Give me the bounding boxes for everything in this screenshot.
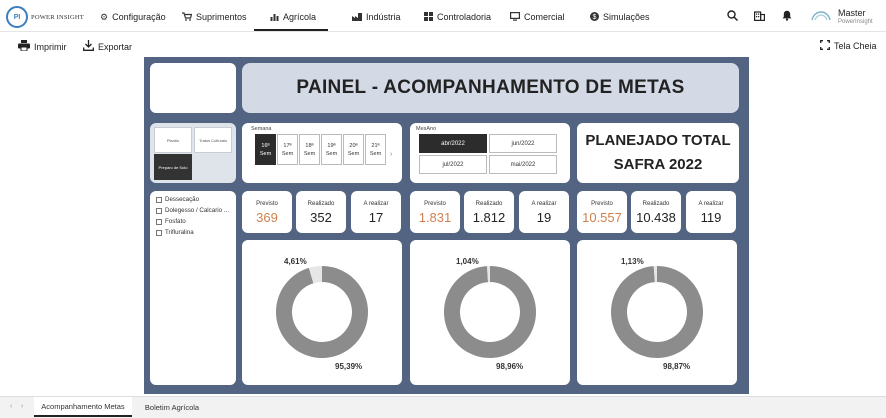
print-button[interactable] — [18, 40, 67, 53]
monitor-icon — [510, 12, 520, 23]
bell-icon[interactable] — [782, 10, 792, 24]
search-icon[interactable] — [727, 10, 738, 24]
week-cell-18[interactable] — [299, 134, 320, 165]
tile-tratos-culturais[interactable]: Tratos Culturais — [194, 127, 232, 153]
operation-checklist — [150, 191, 236, 385]
kpi-label: Previsto — [591, 201, 613, 207]
kpi-value: 1.812 — [472, 210, 506, 225]
kpi-value: 10.438 — [636, 210, 676, 225]
kpi-previsto-3 — [577, 191, 627, 233]
user-name[interactable]: Master — [838, 8, 866, 18]
export-label: Exportar — [98, 41, 133, 52]
kpi-label: Realizado — [642, 201, 670, 207]
week-cell-17[interactable] — [277, 134, 298, 165]
blank-logo-card — [150, 63, 236, 113]
dollar-icon — [590, 12, 599, 23]
kpi-label: Realizado — [307, 201, 335, 207]
kpi-previsto-1 — [242, 191, 292, 233]
month-cell-jun-2022[interactable]: jun/2022 — [489, 134, 557, 153]
chevron-right-icon[interactable]: › — [21, 403, 24, 410]
week-number: 20ª — [349, 142, 358, 149]
kpi-value: 1.831 — [418, 210, 452, 225]
nav-item-label: Suprimentos — [196, 12, 247, 22]
donut-chart-1 — [242, 240, 402, 385]
donut-card-2 — [410, 240, 570, 385]
tile-plantio[interactable]: Plantio — [154, 127, 192, 153]
nav-item-agricola[interactable] — [270, 9, 316, 25]
donut-card-1 — [242, 240, 402, 385]
checkbox-label: Trifluralina — [165, 229, 194, 236]
export-button[interactable] — [83, 40, 132, 53]
week-text: Sem — [325, 150, 338, 157]
nav-item-label: Simulações — [603, 12, 650, 22]
nav-item-simulacoes[interactable] — [590, 9, 650, 25]
nav-item-label: Controladoria — [437, 12, 492, 22]
download-icon — [83, 40, 94, 53]
nav-item-configuracao[interactable] — [100, 9, 166, 25]
nav-item-comercial[interactable] — [510, 9, 565, 25]
kpi-realizado-1 — [296, 191, 346, 233]
nav-item-label: Comercial — [524, 12, 565, 22]
kpi-value: 10.557 — [582, 210, 622, 225]
planned-total-line2: SAFRA 2022 — [613, 156, 703, 173]
donut-card-3 — [577, 240, 737, 385]
week-number: 16ª — [261, 142, 270, 149]
printer-icon — [18, 40, 30, 53]
active-nav-indicator — [254, 29, 328, 31]
logo-mark-icon: PI — [6, 6, 28, 28]
month-slicer-label: MesAno — [416, 126, 437, 132]
fullscreen-label: Tela Cheia — [834, 41, 877, 51]
kpi-label: A realizar — [363, 201, 389, 207]
week-number: 19ª — [327, 142, 336, 149]
kpi-a-realizar-3 — [686, 191, 736, 233]
week-cell-21[interactable] — [365, 134, 386, 165]
kpi-label: A realizar — [698, 201, 724, 207]
week-text: Sem — [347, 150, 360, 157]
page-tabs-bar — [0, 396, 886, 418]
kpi-realizado-2 — [464, 191, 514, 233]
app-logo[interactable] — [6, 6, 90, 28]
week-cell-16[interactable] — [255, 134, 276, 165]
kpi-label: Realizado — [475, 201, 503, 207]
kpi-a-realizar-1 — [351, 191, 401, 233]
chevron-right-icon[interactable]: › — [390, 151, 393, 158]
kpi-realizado-3 — [631, 191, 681, 233]
week-cell-20[interactable] — [343, 134, 364, 165]
donut-done-label: 98,87% — [663, 362, 691, 371]
kpi-label: Previsto — [256, 201, 278, 207]
month-cell-abr-2022[interactable]: abr/2022 — [419, 134, 487, 153]
week-text: Sem — [281, 150, 294, 157]
kpi-value: 19 — [536, 210, 552, 225]
planned-total-card — [577, 123, 739, 183]
svg-text:$: $ — [592, 13, 597, 21]
donut-done-arc[interactable] — [444, 266, 536, 358]
kpi-previsto-2 — [410, 191, 460, 233]
donut-remaining-label: 1,13% — [621, 257, 644, 266]
report-toolbar — [0, 33, 886, 57]
week-slicer-label: Semana — [251, 126, 272, 132]
grid-icon — [424, 12, 433, 23]
week-text: Sem — [259, 150, 272, 157]
checkbox-box — [156, 230, 162, 236]
week-text: Sem — [303, 150, 316, 157]
checkbox-trifluralina[interactable] — [156, 229, 194, 236]
chevron-left-icon[interactable]: ‹ — [10, 403, 13, 410]
fullscreen-button[interactable] — [820, 40, 877, 52]
top-navigation — [0, 0, 886, 32]
kpi-a-realizar-2 — [519, 191, 569, 233]
month-cell-jul-2022[interactable]: jul/2022 — [419, 155, 487, 174]
page-title: PAINEL - ACOMPANHAMENTO DE METAS — [242, 63, 739, 113]
donut-chart-3 — [577, 240, 737, 385]
kpi-label: A realizar — [531, 201, 557, 207]
kpi-label: Previsto — [424, 201, 446, 207]
nav-item-controladoria[interactable] — [424, 9, 491, 25]
kpi-value: 119 — [700, 210, 722, 225]
print-label: Imprimir — [34, 41, 67, 52]
donut-done-arc[interactable] — [276, 266, 368, 358]
operation-tile-slicer — [150, 123, 236, 183]
report-canvas — [144, 57, 749, 394]
donut-chart-2 — [410, 240, 570, 385]
nav-item-label: Indústria — [366, 12, 401, 22]
avatar[interactable] — [810, 8, 832, 22]
donut-remaining-label: 1,04% — [456, 257, 479, 266]
nav-item-label: Configuração — [112, 12, 166, 22]
donut-done-arc[interactable] — [611, 266, 703, 358]
bar-chart-icon — [270, 12, 279, 23]
kpi-value: 369 — [256, 210, 278, 225]
donut-done-label: 95,39% — [335, 362, 363, 371]
week-slicer — [242, 123, 402, 183]
nav-item-suprimentos[interactable] — [182, 9, 247, 25]
checkbox-box — [156, 219, 162, 225]
nav-item-industria[interactable] — [352, 9, 401, 25]
gear-icon: ⚙ — [100, 11, 109, 22]
week-number: 21ª — [371, 142, 380, 149]
tile-preparo-de-solo[interactable]: Preparo de Solo — [154, 154, 192, 180]
cart-icon — [182, 12, 192, 23]
checkbox-label: Dessecação — [165, 196, 200, 203]
checkbox-label: Dolegesso / Calcario ... — [165, 207, 229, 214]
tab-acompanhamento-metas[interactable]: Acompanhamento Metas — [34, 397, 132, 417]
checkbox-fosfato[interactable] — [156, 218, 186, 225]
week-number: 18ª — [305, 142, 314, 149]
checkbox-box — [156, 208, 162, 214]
fullscreen-icon — [820, 40, 830, 52]
kpi-value: 352 — [310, 210, 332, 225]
checkbox-dessecacao[interactable] — [156, 196, 199, 203]
checkbox-label: Fosfato — [165, 218, 186, 225]
month-cell-mai-2022[interactable]: mai/2022 — [489, 155, 557, 174]
logo-text: POWER INSIGHT — [31, 13, 84, 21]
user-company: PowerInsight — [838, 19, 873, 25]
planned-total-line1: PLANEJADO TOTAL — [585, 132, 731, 149]
factory-icon — [352, 12, 362, 23]
donut-done-label: 98,96% — [496, 362, 524, 371]
building-icon[interactable] — [754, 10, 765, 24]
week-number: 17ª — [283, 142, 292, 149]
checkbox-dolegesso[interactable] — [156, 207, 229, 214]
week-text: Sem — [369, 150, 382, 157]
month-year-slicer — [410, 123, 570, 183]
kpi-value: 17 — [368, 210, 384, 225]
nav-item-label: Agrícola — [283, 12, 317, 22]
week-cell-19[interactable] — [321, 134, 342, 165]
tab-boletim-agricola[interactable]: Boletim Agrícola — [144, 402, 200, 412]
checkbox-box — [156, 197, 162, 203]
donut-remaining-label: 4,61% — [284, 257, 307, 266]
